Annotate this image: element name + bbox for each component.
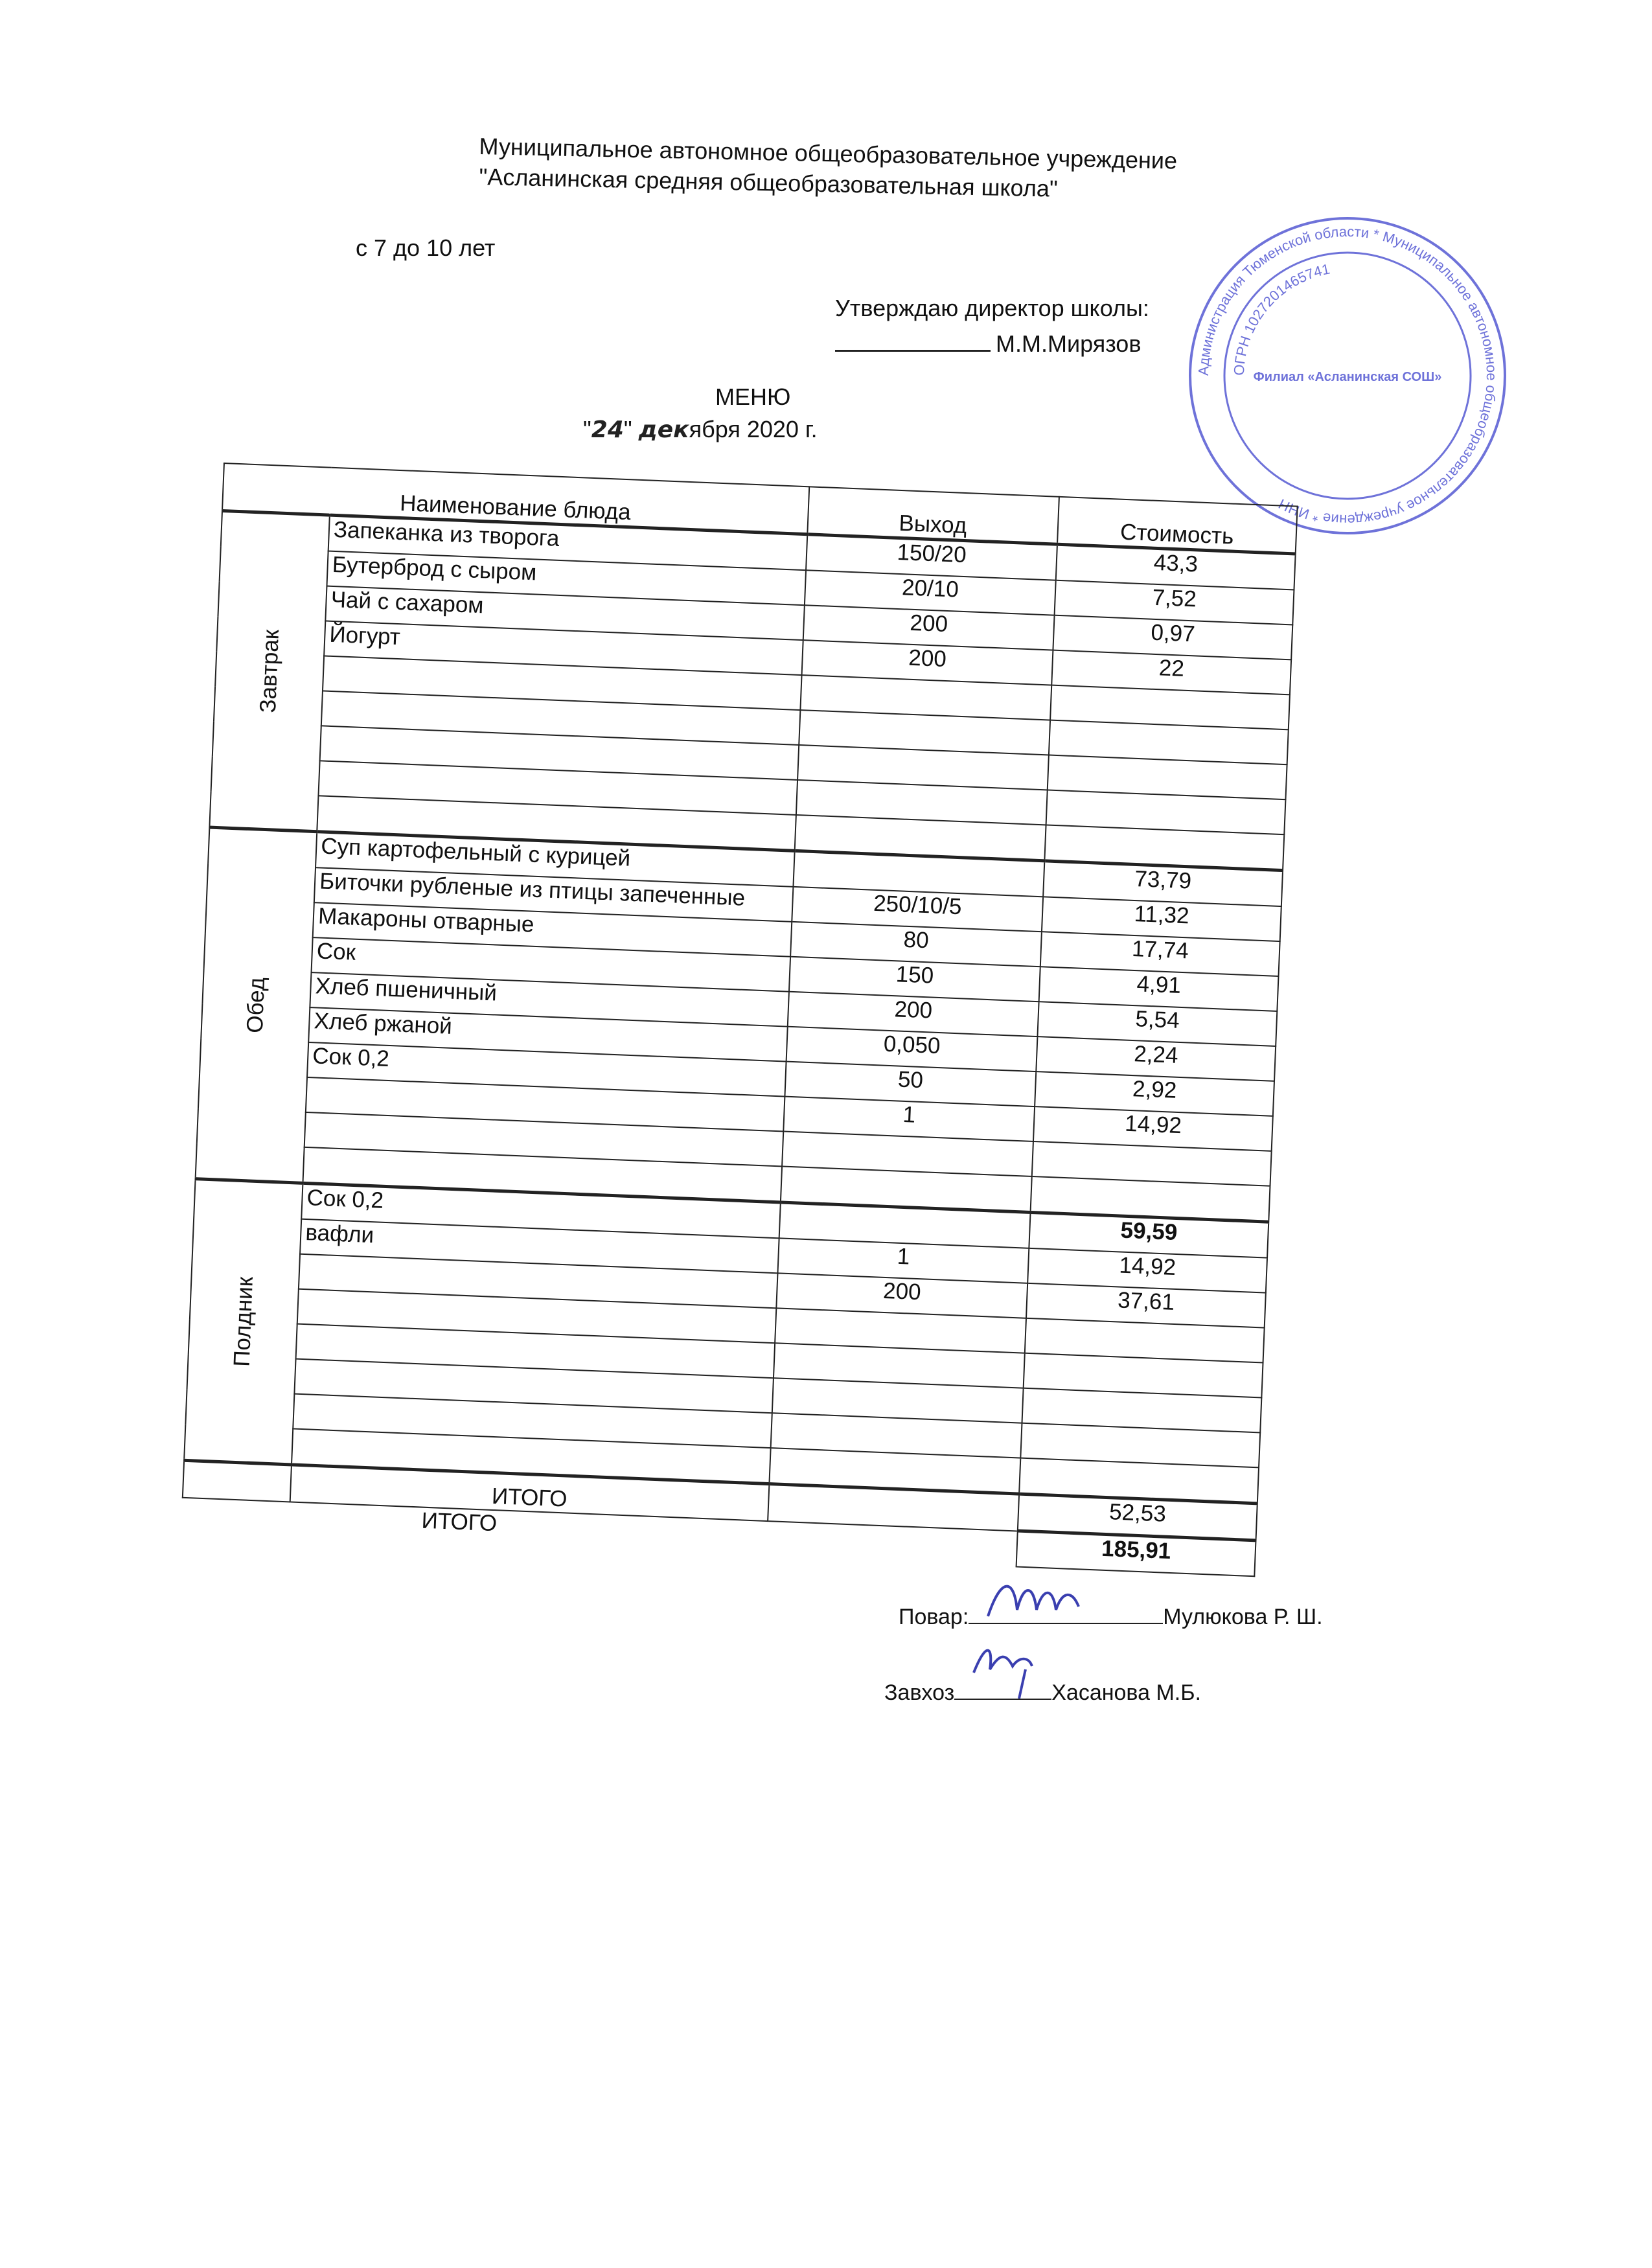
dish-output: 150/20 <box>806 534 1057 580</box>
dish-output: 0,050 <box>786 1027 1037 1071</box>
cook-signature <box>899 1603 1323 1630</box>
dish-cost: 2,24 <box>1036 1037 1276 1081</box>
meal-section-cell <box>184 1179 303 1465</box>
dish-name: вафли <box>300 1219 779 1274</box>
approval-label: Утверждаю директор школы: <box>835 295 1149 321</box>
stamp-outer-text: Администрация Тюменской области * Муниципальное автономное общеобразовательное учреждение * ИНН <box>1195 223 1500 529</box>
age-group: с 7 до 10 лет <box>356 235 496 261</box>
dish-name: Бутерброд с сыром <box>327 551 806 606</box>
dish-cost: 37,61 <box>1026 1283 1266 1328</box>
empty-cell <box>183 1460 292 1502</box>
dish-name: Хлеб пшеничный <box>310 972 788 1027</box>
dish-cost: 59,59 <box>1029 1212 1268 1257</box>
meal-section-label: Обед <box>242 976 270 1034</box>
dish-output: 150 <box>789 957 1040 1002</box>
menu-table-wrapper <box>181 463 1298 1577</box>
dish-output: 80 <box>790 922 1042 967</box>
stamp-inner-text: Филиал «Асланинская СОШ» <box>1253 370 1442 384</box>
menu-table <box>181 463 1298 1577</box>
dish-name: Сок <box>312 937 790 992</box>
dish-cost: 14,92 <box>1033 1106 1273 1151</box>
header-dish-name: Наименование блюда <box>222 463 809 534</box>
cook-label: Повар: <box>899 1605 969 1629</box>
subtotal-cost: 52,53 <box>1018 1494 1257 1541</box>
storekeeper-label: Завхоз <box>884 1680 955 1705</box>
dish-name: Запеканка из творога <box>328 515 807 570</box>
dish-output: 200 <box>776 1273 1027 1318</box>
director-signature-line <box>835 330 1141 358</box>
menu-date: "24" декября 2020 г. <box>583 416 818 443</box>
dish-cost: 4,91 <box>1039 967 1279 1011</box>
dish-output: 200 <box>788 992 1039 1037</box>
storekeeper-signature-line <box>954 1679 1051 1700</box>
meal-section-cell <box>209 510 330 831</box>
dish-output: 1 <box>783 1097 1035 1141</box>
header-cost: Стоимость <box>1057 497 1298 554</box>
stamp-ogrn: ОГРН 1027201465741 <box>1230 260 1331 376</box>
dish-cost: 0,97 <box>1053 615 1292 660</box>
dish-cost: 22 <box>1051 650 1291 695</box>
dish-name: Суп картофельный с курицей <box>315 832 794 887</box>
dish-output: 1 <box>777 1238 1029 1283</box>
dish-output: 250/10/5 <box>792 887 1043 932</box>
total-cost: 185,91 <box>1016 1531 1256 1576</box>
dish-name: Сок 0,2 <box>307 1042 786 1097</box>
dish-cost: 7,52 <box>1055 580 1294 625</box>
subtotal-label: ИТОГО <box>290 1465 769 1521</box>
date-day: 24 <box>591 417 624 443</box>
dish-cost: 73,79 <box>1043 861 1283 906</box>
organization-name-line2: "Асланинская средняя общеобразовательная школа" <box>479 163 1059 202</box>
storekeeper-name: Хасанова М.Б. <box>1051 1680 1201 1705</box>
dish-output: 50 <box>785 1062 1036 1106</box>
header-output: Выход <box>807 487 1059 544</box>
school-seal-stamp <box>1186 214 1509 538</box>
handwritten-signature-icon <box>981 1571 1111 1629</box>
date-month-handwritten: дек <box>638 417 689 443</box>
dish-cost: 11,32 <box>1042 897 1281 941</box>
dish-output: 200 <box>803 605 1055 650</box>
dish-name: Биточки рубленые из птицы запеченные <box>314 867 793 922</box>
dish-cost: 2,92 <box>1035 1071 1274 1116</box>
meal-section-label: Завтрак <box>255 629 284 714</box>
dish-cost: 17,74 <box>1040 932 1280 976</box>
handwritten-signature-icon <box>967 1634 1058 1705</box>
organization-name-line1: Муниципальное автономное общеобразовательное учреждение <box>479 133 1178 174</box>
storekeeper-signature <box>884 1679 1201 1706</box>
dish-name: Макароны отварные <box>313 902 792 957</box>
total-label: ИТОГО <box>181 1497 1018 1566</box>
dish-output: 200 <box>801 640 1053 685</box>
dish-output: 20/10 <box>805 570 1056 615</box>
signature-line <box>835 350 991 352</box>
dish-cost: 5,54 <box>1037 1002 1277 1046</box>
dish-name: Хлеб ржаной <box>308 1007 787 1062</box>
dish-name: Йогурт <box>324 621 803 676</box>
dish-cost: 14,92 <box>1027 1248 1267 1293</box>
date-rest: ября 2020 г. <box>689 416 818 442</box>
director-name: М.М.Мирязов <box>996 330 1141 357</box>
dish-name: Чай с сахаром <box>325 586 804 641</box>
cook-name: Мулюкова Р. Ш. <box>1163 1605 1323 1629</box>
dish-name: Сок 0,2 <box>301 1183 780 1238</box>
dish-cost: 43,3 <box>1056 544 1296 590</box>
menu-title: МЕНЮ <box>715 384 791 410</box>
meal-section-label: Полдник <box>229 1276 258 1368</box>
meal-section-cell <box>196 827 317 1183</box>
cook-signature-line <box>969 1603 1163 1624</box>
